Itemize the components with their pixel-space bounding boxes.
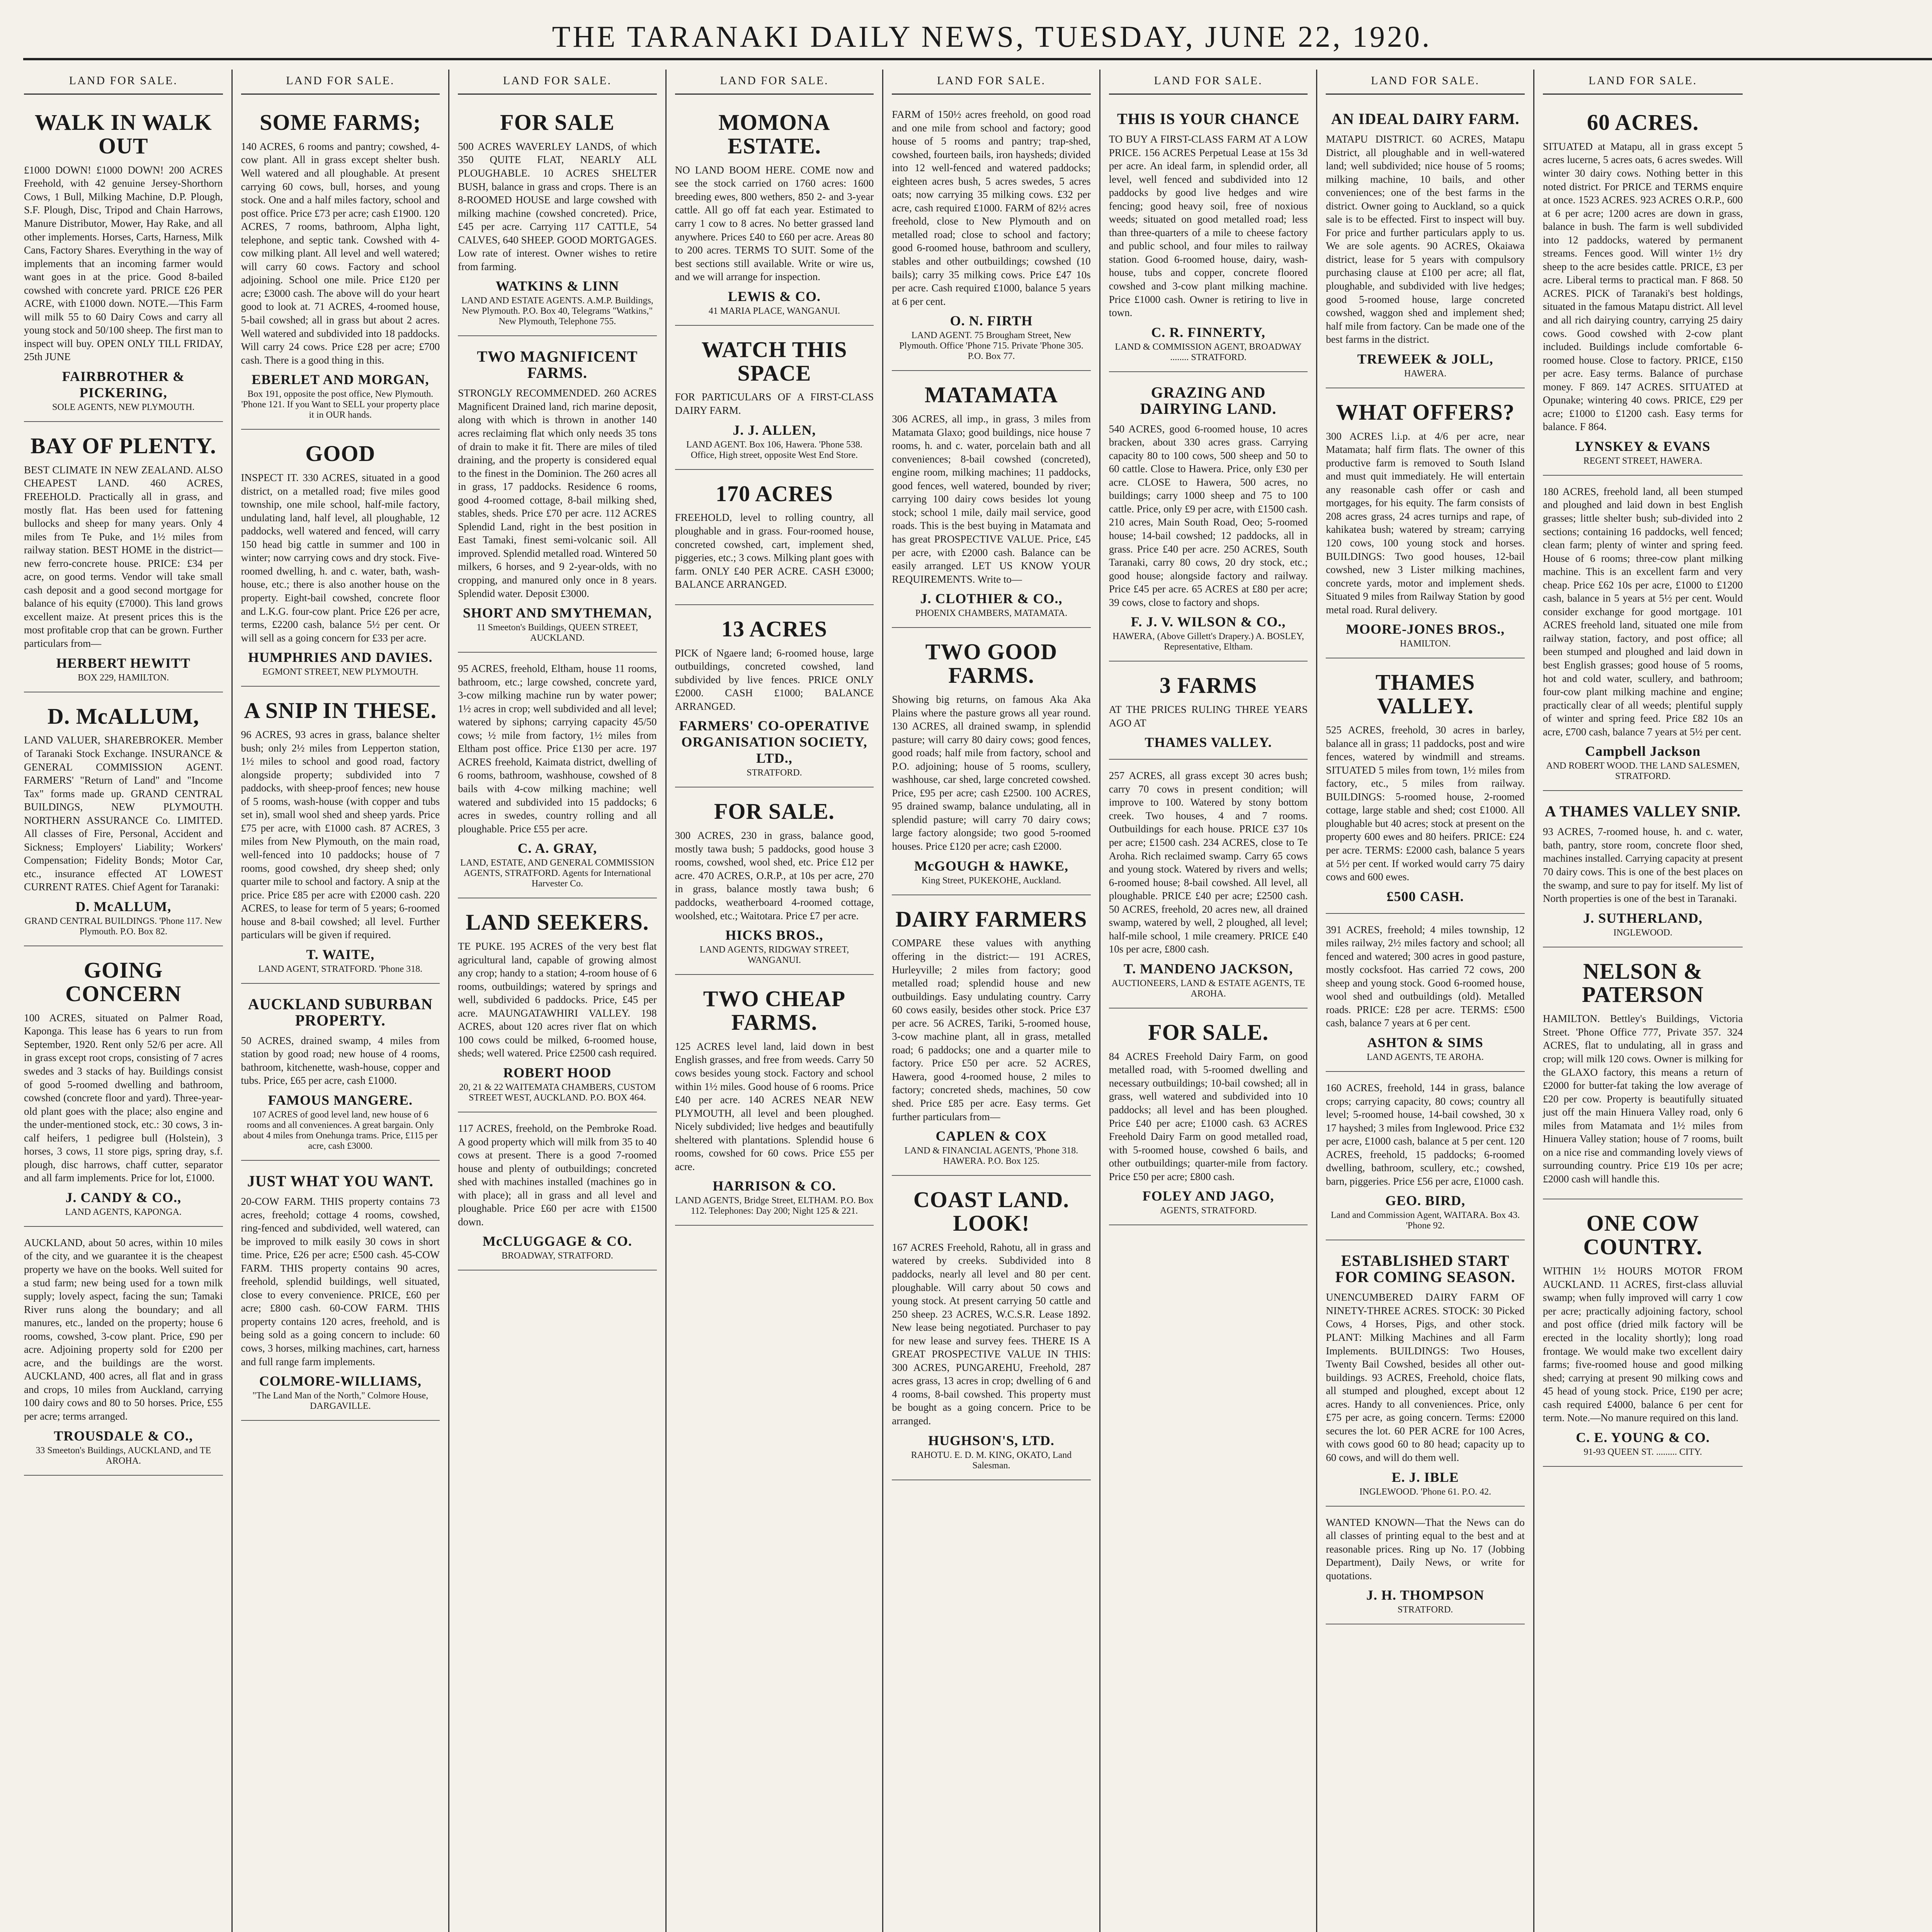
classified-ad bbox=[675, 102, 874, 326]
ad-title: A SNIP IN THESE. bbox=[244, 698, 437, 723]
ad-title: GOING CONCERN bbox=[65, 957, 182, 1006]
ad-title: AN IDEAL DAIRY FARM. bbox=[1331, 110, 1520, 128]
columns bbox=[15, 70, 1932, 1932]
ad-title: D. McALLUM, bbox=[47, 703, 199, 729]
column-heading: LAND FOR SALE. bbox=[675, 70, 874, 95]
ad-agent-address: 20, 21 & 22 WAITEMATA CHAMBERS, CUSTOM STREET WEST, AUCKLAND. P.O. BOX 464. bbox=[459, 1082, 656, 1103]
classified-ad bbox=[892, 899, 1091, 1176]
classified-ad bbox=[1326, 1076, 1525, 1240]
classified-ad bbox=[458, 102, 657, 336]
ad-title: DAIRY FARMERS bbox=[895, 906, 1087, 932]
ad-agent-address: REGENT STREET, HAWERA. bbox=[1583, 456, 1702, 466]
ad-body: FARM of 150½ acres freehold, on good road and one mile from school and factory; good house of 5 rooms and pantry; trap-shed, cowshed, fourteen bails, iron haysheds; divided into 12 well-fenced and watered paddocks; eighteen acres bush, 5 acres swedes, 5 acres oats; now carrying 35 milking cows. £32 per acre, cash required £1000. FARM of 82½ acres freehold, close to New Plymouth and on metalled road; close to school and factory; good 6-roomed house, bathroom and scullery, stables and other outbuildings; cowshed (10 bails); carry 35 milking cows. Price £47 10s per acre. Cash required £1000, balance 5 years at 6 per cent. bbox=[892, 109, 1091, 307]
classified-ad bbox=[892, 102, 1091, 371]
ad-agent-name: LYNSKEY & EVANS bbox=[1575, 438, 1711, 454]
ad-agent-address: GRAND CENTRAL BUILDINGS. 'Phone 117. New Plymouth. P.O. Box 82. bbox=[24, 916, 222, 937]
ad-agent-address: RAHOTU. E. D. M. KING, OKATO, Land Salesman. bbox=[911, 1450, 1072, 1471]
ad-title: NELSON & PATERSON bbox=[1582, 958, 1704, 1007]
ad-body: 180 ACRES, freehold land, all been stumped and ploughed and laid down in best English grasses; little shelter bush; sub-divided into 2 sections; containing 16 paddocks, well fenced; clean farm; plenty of winter and spring feed. House of 6 rooms; three-cow plant milking machine. This is an excellent farm and very cheap. Price £62 10s per acre, £1000 to £1200 cash, balance in 5 years at 5½ per cent. Would consider exchange for good mortgage. 101 ACRES freehold land, situated one mile from railway station, factory, and post office; all been stumped and ploughed and laid down in best English grasses; good house of 5 rooms, hot and cold water, scullery, and bathroom; four-cow plant milking machine and engine; practically clear of all weeds; plentiful supply of winter and spring feed. Price £82 10s an acre, £700 cash, balance 7 years at 5½ per cent. bbox=[1543, 485, 1743, 738]
ad-agent-name: GEO. BIRD, bbox=[1385, 1193, 1466, 1209]
column-4 bbox=[667, 70, 884, 1932]
classified-ad bbox=[1543, 951, 1743, 1200]
ad-title: MOMONA ESTATE. bbox=[718, 110, 830, 158]
ad-title: THIS IS YOUR CHANCE bbox=[1117, 110, 1300, 128]
ad-body: TO BUY A FIRST-CLASS FARM AT A LOW PRICE. 156 ACRES Perpetual Lease at 15s 3d per acre. An ideal farm, in splendid order, all level, well fenced and subdivided into 12 paddocks by good live hedges and wire fencing; good heavy soil, free of noxious weeds; situated on good metalled road; less than three-quarters of a mile to cheese factory and public school, and four miles to railway station. Good 6-roomed house, dairy, wash-house, tubs and copper, concrete floored cowshed and 3-cow plant milking machine. Price £1000 cash. Owner is retiring to live in town. bbox=[1109, 133, 1308, 319]
ad-agent-address: King Street, PUKEKOHE, Auckland. bbox=[921, 875, 1061, 886]
ad-body: NO LAND BOOM HERE. COME now and see the stock carried on 1760 acres: 1600 breeding ewes, 800 wethers, 850 2- and 3-year cattle. All go off fat each year. Estimated to carry 1 cow to 8 acres. No better grassed land anywhere. Prices £40 to £60 per acre. Areas 80 to 200 acres. TERMS TO SUIT. Some of the best sections still available. Write or wire us, and we will arrange for inspection. bbox=[675, 164, 874, 283]
ad-body: 50 ACRES, drained swamp, 4 miles from station by good road; new house of 4 rooms, bathroom, kitchenette, wash-house, copper and tubs. Price, £65 per acre, cash £1000. bbox=[241, 1034, 440, 1087]
classified-ad bbox=[241, 102, 440, 430]
column-heading: LAND FOR SALE. bbox=[892, 70, 1091, 95]
ad-body: WANTED KNOWN—That the News can do all classes of printing equal to the best and at reasonable prices. Ring up No. 17 (Jobbing Department), Daily News, or write for quotations. bbox=[1326, 1516, 1525, 1582]
ad-agent-name: THAMES VALLEY. bbox=[1145, 735, 1272, 750]
ad-body: 100 ACRES, situated on Palmer Road, Kaponga. This lease has 6 years to run from September, 1920. Rent only 52/6 per acre. All in grass except root crops, consisting of 7 acres swedes and 3 stacks of hay. Buildings consist of good 5-roomed dwelling and bathroom, cowshed (concrete floor and yard). Three-year-old plant goes with the place; also engine and the under-mentioned stock, etc.: 30 cows, 3 in-calf heifers, 1 pedigree bull (Holstein), 3 horses, 3 cows, 11 store pigs, spring dray, s.f. plough, disc harrows, chaff cutter, separator and all farm implements. Price for lot, £1000. bbox=[24, 1012, 223, 1184]
ad-agent-address: BOX 229, HAMILTON. bbox=[78, 672, 169, 683]
ad-title: GOOD bbox=[305, 441, 376, 466]
ad-body: SITUATED at Matapu, all in grass except 5 acres lucerne, 5 acres oats, 6 acres swedes. Will winter 30 dairy cows. Nothing better in this noted district. For PRICE and TERMS enquire at once. 1523 ACRES. 923 ACRES O.R.P., 600 at 6 per acre; 1200 acres are down in grass, balance in bush. The farm is well subdivided into 12 paddocks, watered by permanent streams. Fences good. Will winter 1½ dry sheep to the acre besides cattle. PRICE, £3 per acre. Liberal terms to practical man. F 868. 50 ACRES. PICK of Taranaki's best holdings, situated in the famous Matapu district. All level and all rich dairying country, carrying 25 dairy cows. Good cowshed with 2-cow plant included. Buildings include comfortable 6-roomed house. Close to factory. PRICE, £150 per acre. Easy terms. Balance of purchase money. F 869. 147 ACRES. SITUATED at Opunake; wintering 40 cows. PRICE, £29 per acre; £1000 to £1200 cash. Easy terms for balance. F 864. bbox=[1543, 140, 1743, 433]
ad-agent-address: BROADWAY, STRATFORD. bbox=[502, 1251, 613, 1261]
ad-body: 540 ACRES, good 6-roomed house, 10 acres bracken, about 330 acres grass. Carrying capacity 80 to 100 cows, 500 sheep and 50 to 60 cattle. Close to Hawera. Price, only £30 per acre. CLOSE to Hawera, 500 acres, no buildings; carry 1000 sheep and 75 to 100 cattle. Price, only £9 per acre, with £1500 cash. 210 acres, Main South Road, Oeo; 5-roomed house; 14-bail cowshed; 12 paddocks, all in grass. Price £40 per acre. 250 ACRES, South Taranaki, carry 80 cows, 20 dry stock, etc.; good house; alongside factory and railway. Price £45 per acre. 65 ACRES at £80 per acre; 39 cows, close to factory and shops. bbox=[1109, 423, 1308, 608]
ad-agent-address: LAND AGENTS, Bridge Street, ELTHAM. P.O. Box 112. Telephones: Day 200; Night 125 & 221. bbox=[675, 1196, 874, 1216]
classified-ad bbox=[1543, 1203, 1743, 1466]
ad-agent-address: Land and Commission Agent, WAITARA. Box 43. 'Phone 92. bbox=[1331, 1210, 1520, 1231]
classified-ad bbox=[675, 979, 874, 1226]
ad-agent-address: INGLEWOOD. bbox=[1613, 927, 1672, 938]
classified-ad bbox=[241, 988, 440, 1161]
ad-agent-name: CAPLEN & COX bbox=[935, 1128, 1047, 1144]
ad-agent-address: AGENTS, STRATFORD. bbox=[1160, 1206, 1257, 1216]
ad-title: GRAZING AND DAIRYING LAND. bbox=[1140, 383, 1277, 417]
ad-agent-name: C. E. YOUNG & CO. bbox=[1576, 1429, 1710, 1445]
ad-agent-address: LAND & COMMISSION AGENT, BROADWAY ........ STRATFORD. bbox=[1115, 342, 1302, 362]
ad-title: WALK IN WALK OUT bbox=[34, 110, 212, 158]
classified-ad bbox=[1326, 1244, 1525, 1506]
ad-agent-name: J. CLOTHIER & CO., bbox=[920, 591, 1063, 607]
ad-agent-address: HAMILTON. bbox=[1400, 639, 1451, 649]
classified-ad bbox=[892, 632, 1091, 895]
ad-body: 20-COW FARM. THIS property contains 73 acres, freehold; cottage 4 rooms, cowshed, ring-fenced and subdivided, well watered, can be improved to milk easily 30 cows in short time. Price, £26 per acre; £500 cash. 45-COW FARM. THIS property contains 90 acres, freehold, splendid buildings, well situated, close to every convenience. PRICE, £60 per acre; £800 cash. 60-COW FARM. THIS property contains 120 acres, freehold, and is being sold as a going concern to include: 60 cows, 3 horses, milking machines, cart, harness and full range farm implements. bbox=[241, 1196, 440, 1367]
ad-title: JUST WHAT YOU WANT. bbox=[247, 1172, 434, 1190]
ad-agent-address: 33 Smeeton's Buildings, AUCKLAND, and TE AROHA. bbox=[36, 1445, 211, 1466]
ad-agent-name: T. WAITE, bbox=[306, 946, 375, 962]
ad-agent-name: J. J. ALLEN, bbox=[733, 422, 816, 438]
ad-agent-name: FARMERS' CO-OPERATIVE ORGANISATION SOCIETY, LTD., bbox=[679, 718, 870, 766]
ad-body: 306 ACRES, all imp., in grass, 3 miles from Matamata Glaxo; good buildings, nice house 7 rooms, h. and c. water, porcelain bath and all conveniences; 8-bail cowshed (concreted), engine room, milking machines; 11 paddocks, good fences, well watered, bounded by river; carrying 100 dairy cows besides lot young stock; school 1 mile, daily mail service, good roads. This is the best buying in Matamata and has great PROSPECTIVE VALUE. Price, £45 per acre, with £2000 cash. Balance can be easily arranged. LET US KNOW YOUR REQUIREMENTS. Write to— bbox=[892, 413, 1091, 585]
ad-agent-address: LAND AGENTS, TE AROHA. bbox=[1367, 1052, 1484, 1063]
ad-title: TWO MAGNIFICENT FARMS. bbox=[477, 348, 638, 382]
ad-agent-address: HAWERA, (Above Gillett's Drapery.) A. BOSLEY, Representative, Eltham. bbox=[1112, 631, 1304, 652]
column-8 bbox=[1534, 70, 1752, 1932]
ad-title: ONE COW COUNTRY. bbox=[1583, 1211, 1702, 1260]
column-2 bbox=[233, 70, 450, 1932]
ad-body: FOR PARTICULARS OF A FIRST-CLASS DAIRY FARM. bbox=[675, 391, 874, 417]
ad-title: TWO GOOD FARMS. bbox=[925, 639, 1058, 688]
ad-agent-name: ASHTON & SIMS bbox=[1367, 1035, 1483, 1051]
ad-body: 257 ACRES, all grass except 30 acres bush; carry 70 cows in present condition; will improve to 100. Watered by stony bottom creek. Two houses, 4 and 7 rooms. Outbuildings for each house. PRICE £37 10s per acre; £1500 cash. 234 ACRES, close to Te Aroha. Rich reclaimed swamp. Carry 65 cows and young stock. Watered by rivers and wells; 6-roomed house; 8-bail cowshed. All level, all ploughable. PRICE £40 per acre; £2500 cash. 50 ACRES, freehold, 20 acres new, all drained swamp, watered by well, 2 ploughed, all level; half-mile school, 1 mile creamery. PRICE £40 10s per acre, £800 cash. bbox=[1109, 770, 1308, 955]
ad-body: £1000 DOWN! £1000 DOWN! 200 ACRES Freehold, with 42 genuine Jersey-Shorthorn Cows, 1 Bull, Milking Machine, D.P. Plough, S.F. Plough, Disc, Tripod and Chain Harrows, Manure Distributor, Mower, Hay Rake, and all other implements. Horses, Carts, Harness, Milk Cans, Factory Shares. Everything in the way of implements that an incoming farmer would want goes in at the price. Good 8-bailed cowshed with concrete yard. PRICE £26 PER ACRE, with £1000 down. NOTE.—This Farm will milk 55 to 60 Dairy Cows and carry all young stock and 50/100 sheep. The first man to inspect will buy. OPEN ONLY TILL FRIDAY, 25th JUNE bbox=[24, 164, 223, 363]
classified-ad bbox=[24, 426, 223, 692]
ad-title: 170 ACRES bbox=[715, 481, 833, 506]
ad-agent-address: INGLEWOOD. 'Phone 61. P.O. 42. bbox=[1359, 1486, 1492, 1497]
ad-title: WHAT OFFERS? bbox=[1336, 399, 1515, 425]
classified-ad bbox=[1109, 102, 1308, 372]
ad-agent-address: HAWERA. bbox=[1404, 368, 1447, 379]
classified-ad bbox=[1326, 918, 1525, 1072]
ad-body: FREEHOLD, level to rolling country, all ploughable and in grass. Four-roomed house, concreted cowshed, cart, implement shed, piggeries, etc.; 3 cows. Milking plant goes with farm. ONLY £40 PER ACRE. CASH £3000; BALANCE ARRANGED. bbox=[675, 512, 874, 590]
ad-agent-name: J. H. THOMPSON bbox=[1366, 1587, 1485, 1603]
column-heading: LAND FOR SALE. bbox=[1109, 70, 1308, 95]
ad-agent-address: AUCTIONEERS, LAND & ESTATE AGENTS, TE AROHA. bbox=[1111, 978, 1305, 999]
ad-agent-name: MOORE-JONES BROS., bbox=[1346, 621, 1505, 637]
ad-body: PICK of Ngaere land; 6-roomed house, large outbuildings, concreted cowshed, land subdivided by live fences. PRICE ONLY £2000. CASH £1000; BALANCE ARRANGED. bbox=[675, 647, 874, 712]
column-6 bbox=[1100, 70, 1318, 1932]
ad-agent-name: COLMORE-WILLIAMS, bbox=[259, 1373, 422, 1389]
ad-body: STRONGLY RECOMMENDED. 260 ACRES Magnificent Drained land, rich marine deposit, along with which is thrown in another 140 acres reclaiming flat which only needs 35 tons of drain to make it fit. There are miles of tiled draining, and the property is considered equal to the finest in the Dominion. The 260 acres all in grass, 17 paddocks. Residence 6 rooms, good 4-roomed cottage, 8-bail milking shed, stables, sheds. Price £70 per acre. 112 ACRES Splendid Land, right in the best position in East Tamaki, finest semi-volcanic soil. All improved. Splendid metalled road. Wintered 50 milkers, 6 horses, and 9 2-year-olds, with no cropping, and manured only once in 8 years. Splendid water. Deposit £3000. bbox=[458, 387, 657, 599]
classified-ad bbox=[241, 434, 440, 687]
ad-body: 525 ACRES, freehold, 30 acres in barley, balance all in grass; 11 paddocks, post and wire fences, watered by windmill and streams. SITUATED 5 miles from town, 1½ miles from factory, etc., 5 miles from railway. BUILDINGS: 5-roomed house, 2-roomed cottage, large stable and shed; cost £1000. All ploughable but 40 acres; stock at present on the property 600 ewes and 80 heifers. PRICE: £24 per acre. TERMS: £2000 cash, balance 5 years at 5½ per cent. If worked would carry 75 dairy cows and 600 ewes. bbox=[1326, 724, 1525, 883]
ad-body: MATAPU DISTRICT. 60 ACRES, Matapu District, all ploughable and in well-watered land; well subdivided; nice house of 5 rooms; milking machine, 10 bails, and other conveniences; one of the best farms in the district. Owner going to Auckland, so a quick sale is to be effected. First to inspect will buy. For price and further particulars apply to us. We are sole agents. 90 ACRES, Okaiawa district, lease for 5 years with compulsory purchasing clause at £100 per acre; all flat, ploughable, and subdivided with live hedges; good 5-roomed house, large concreted cowshed, waggon shed and implement shed; half mile from factory. Can be made one of the best farms in the district. bbox=[1326, 133, 1525, 345]
classified-ad bbox=[24, 950, 223, 1227]
ad-body: 167 ACRES Freehold, Rahotu, all in grass and watered by creeks. Subdivided into 8 paddocks, nearly all level and 80 per cent. ploughable. Will carry about 50 cows and young stock. At present carrying 50 cattle and 250 sheep. 23 ACRES, W.C.S.R. Lease 1892. New lease being negotiated. Purchaser to pay for new lease and survey fees. THERE IS A GREAT PROSPECTIVE VALUE IN THIS: 300 ACRES, PUNGAREHU, Freehold, 287 acres grass, 13 acres in crop; dwelling of 6 and 4 rooms, 8-bail cowshed. This property must be bought as a going concern. Price to be arranged. bbox=[892, 1241, 1091, 1427]
ad-agent-address: 107 ACRES of good level land, new house of 6 rooms and all conveniences. A great bargain. Only about 4 miles from Onehunga trams. Price, £115 per acre, cash £3000. bbox=[243, 1110, 438, 1151]
ad-title: THAMES VALLEY. bbox=[1375, 670, 1475, 719]
ad-agent-address: STRATFORD. bbox=[747, 768, 802, 778]
ad-body: INSPECT IT. 330 ACRES, situated in a good district, on a metalled road; five miles good township, one mile school, half-mile factory, undulating land, half level, all ploughable, 12 paddocks, well watered and fenced, will carry 150 head big cattle in summer and 100 in winter; now carrying cows and dry stock. Five-roomed dwelling, h. and c. water, bath, wash-house, etc.; there is also another house on the property. Eight-bail cowshed, concrete floor and L.K.G. four-cow plant. Price £26 per acre, terms, £2200 cash, balance 5½ per cent. Or will sell as a going concern for £33 per acre. bbox=[241, 472, 440, 644]
column-heading: LAND FOR SALE. bbox=[1326, 70, 1525, 95]
ad-agent-name: HUGHSON'S, LTD. bbox=[928, 1432, 1054, 1448]
ad-body: 300 ACRES, 230 in grass, balance good, mostly tawa bush; 5 paddocks, good house 3 rooms, cowshed, wool shed, etc. Price £12 per acre. 470 ACRES, O.R.P., at 10s per acre, 270 in grass, balance mostly tawa bush; 6 paddocks, weatherboard 4-roomed cottage, woolshed, etc.; Waitotara. Price £7 per acre. bbox=[675, 830, 874, 922]
ad-agent-name: McCLUGGAGE & CO. bbox=[482, 1233, 632, 1249]
classified-ad bbox=[241, 690, 440, 984]
ad-agent-address: LAND AGENT. 75 Brougham Street, New Plymouth. Office 'Phone 715. Private 'Phone 305. P.O. Box 77. bbox=[899, 330, 1083, 362]
column-heading: LAND FOR SALE. bbox=[458, 70, 657, 95]
ad-agent-address: LAND AGENTS, RIDGWAY STREET, WANGANUI. bbox=[699, 945, 849, 966]
ad-title: 60 ACRES. bbox=[1587, 110, 1699, 135]
ad-agent-name: HICKS BROS., bbox=[725, 927, 823, 943]
classified-ad bbox=[892, 375, 1091, 628]
ad-agent-name: HARRISON & CO. bbox=[713, 1178, 836, 1194]
ad-agent-name: E. J. IBLE bbox=[1391, 1469, 1459, 1485]
classified-ad bbox=[24, 696, 223, 946]
ad-agent-name: SHORT AND SMYTHEMAN, bbox=[463, 605, 652, 621]
ad-title: A THAMES VALLEY SNIP. bbox=[1545, 803, 1741, 820]
ad-agent-address: PHOENIX CHAMBERS, MATAMATA. bbox=[915, 608, 1068, 619]
ad-agent-name: FAMOUS MANGERE. bbox=[268, 1092, 413, 1108]
classified-ad bbox=[458, 340, 657, 653]
classified-ad bbox=[892, 1180, 1091, 1480]
ad-agent-address: LAND AGENT, STRATFORD. 'Phone 318. bbox=[258, 964, 423, 974]
ad-agent-name: FAIRBROTHER & PICKERING, bbox=[62, 368, 185, 400]
ad-body: AUCKLAND, about 50 acres, within 10 miles of the city, and we guarantee it is the cheapest property we have on the books. Well suited for a stud farm; new being used for a town milk supply; lovely aspect, facing the sun; Tamaki River runs along the boundary; and all manures, etc., landed on the property; house 6 rooms, cowshed, 3-cow plant. Price, £90 per acre. Adjoining property sold for £200 per acre, and the buildings are the worst. AUCKLAND, 400 acres, all flat and in grass and crops, 10 miles from Auckland, carrying 100 dairy cows and 80 to 50 horses. Price, £55 per acre; terms arranged. bbox=[24, 1236, 223, 1422]
ad-agent-name: C. R. FINNERTY, bbox=[1151, 324, 1265, 340]
classified-ad bbox=[675, 609, 874, 788]
column-5 bbox=[883, 70, 1100, 1932]
ad-title: FOR SALE. bbox=[714, 799, 835, 824]
ad-title: MATAMATA bbox=[924, 382, 1058, 408]
ad-agent-address: LAND AGENTS, KAPONGA. bbox=[65, 1207, 182, 1217]
ad-agent-name: TROUSDALE & CO., bbox=[54, 1428, 193, 1444]
ad-agent-address: Box 191, opposite the post office, New Plymouth. 'Phone 121. If you Want to SELL your property place it in OUR hands. bbox=[241, 389, 440, 420]
ad-body: 300 ACRES l.i.p. at 4/6 per acre, near Matamata; half firm flats. The owner of this productive farm is removed to South Island and must quit immediately. He will entertain any reasonable cash offer or cash and mortgages, for his equity. The farm consists of 208 acres grass, 24 acres turnips and rape, of kahikatea bush; watered by stream; carrying 120 cows, 100 young stock and horses. BUILDINGS: Two good houses, 12-bail cowshed, new 3 Lister milking machines, concrete yards, motor and implement sheds. Situated 9 miles from Railway Station by good metal road. Rural delivery. bbox=[1326, 430, 1525, 616]
classified-ad bbox=[24, 102, 223, 422]
classified-ad bbox=[1109, 376, 1308, 662]
classified-ad bbox=[1109, 665, 1308, 760]
classified-ad bbox=[24, 1231, 223, 1476]
ad-body: TE PUKE. 195 ACRES of the very best flat agricultural land, capable of growing almost any crop; handy to a station; 4-room house of 6 rooms, outbuildings; watered by springs and well, subdivided 6 paddocks. Price, £45 per acre. MAUNGATAWHIRI VALLEY. 198 ACRES, about 120 acres river flat on which 100 cows could be milked, 6-roomed house, sheds; well watered. Price £2500 cash required. bbox=[458, 940, 657, 1059]
classified-ad bbox=[458, 1116, 657, 1270]
ad-body: 84 ACRES Freehold Dairy Farm, on good metalled road, with 5-roomed dwelling and necessary outbuildings; 10-bail cowshed; all in grass, well watered and subdivided into 10 paddocks; all level and has been ploughed. Price £40 per acre; £1000 cash. 63 ACRES Freehold Dairy Farm on good metalled road, with 5-roomed house, cowshed 6 bails, and other outbuildings; quarter-mile from factory. Price £50 per acre; £800 cash. bbox=[1109, 1050, 1308, 1182]
column-heading: LAND FOR SALE. bbox=[24, 70, 223, 95]
classified-ad bbox=[1326, 102, 1525, 388]
ad-agent-name: £500 CASH. bbox=[1386, 888, 1464, 904]
ad-agent-address: 11 Smeeton's Buildings, QUEEN STREET, AUCKLAND. bbox=[476, 622, 638, 643]
classified-ad bbox=[675, 791, 874, 975]
ad-body: UNENCUMBERED DAIRY FARM OF NINETY-THREE ACRES. STOCK: 30 Picked Cows, 4 Horses, Pigs, and other stock. PLANT: Milking Machines and all Farm Implements. BUILDINGS: Two Houses, Twenty Bail Cowshed, besides all other out-buildings. 93 ACRES, Freehold, choice flats, all stumped and ploughed, except about 12 acres. Handy to all conveniences. Price, only £75 per acre, as going concern. Terms: £2000 secures the lot. 60 PER ACRE for 100 Acres, with cows good 60 to 80 head; capacity up to 60 cows, and will do them well. bbox=[1326, 1291, 1525, 1463]
ad-agent-address: SOLE AGENTS, NEW PLYMOUTH. bbox=[52, 402, 195, 412]
ad-body: BEST CLIMATE IN NEW ZEALAND. ALSO CHEAPEST LAND. 460 ACRES, FREEHOLD. Practically all in grass, and mostly flat. Has been used for fattening bullocks and sheep for many years. Only 4 miles from Te Puke, and 1½ miles from railway station. BEST HOME in the district—new ferro-concrete house. PRICE: £34 per acre, on good terms. Vendor will take small cash deposit and a good second mortgage for balance of his equity (£7000). This land grows excellent maize. At present prices this is the most profitable crop that can be grown. Further particulars from— bbox=[24, 464, 223, 649]
ad-body: 93 ACRES, 7-roomed house, h. and c. water, bath, pantry, store room, concrete floor shed, machines installed. Carrying capacity at present 70 dairy cows. This is one of the best places on the swamp, and sure to pay for itself. My list of North properties is one of the best in Taranaki. bbox=[1543, 826, 1743, 905]
ad-agent-name: J. CANDY & CO., bbox=[65, 1189, 182, 1205]
ad-agent-name: TREWEEK & JOLL, bbox=[1357, 351, 1493, 367]
ad-agent-name: FOLEY AND JAGO, bbox=[1142, 1188, 1274, 1204]
ad-agent-name: O. N. FIRTH bbox=[950, 313, 1033, 329]
ad-body: AT THE PRICES RULING THREE YEARS AGO AT bbox=[1109, 704, 1308, 729]
ad-agent-address: LAND AND ESTATE AGENTS. A.M.P. Buildings, New Plymouth. P.O. Box 40, Telegrams "Watkins," New Plymouth, Telephone 755. bbox=[461, 296, 653, 327]
ad-title: FOR SALE bbox=[500, 110, 615, 135]
column-3 bbox=[449, 70, 667, 1932]
ad-title: COAST LAND. LOOK! bbox=[913, 1187, 1070, 1236]
ad-body: LAND VALUER, SHAREBROKER. Member of Taranaki Stock Exchange. INSURANCE & GENERAL COMMISSION AGENT. FARMERS' "Return of Land" and "Income Tax" forms made up. GRAND CENTRAL BUILDINGS, NEW PLYMOUTH. NORTHERN ASSURANCE Co. LIMITED. All classes of Fire, Personal, Accident and Sickness; Employers' Liability; Workers' Compensation; Fidelity Bonds; Motor Car, etc., insurance effected AT LOWEST CURRENT RATES. Chief Agent for Taranaki: bbox=[24, 734, 223, 893]
ad-agent-address: AND ROBERT WOOD. THE LAND SALESMEN, STRATFORD. bbox=[1546, 761, 1740, 782]
ad-agent-name: Campbell Jackson bbox=[1585, 743, 1701, 759]
ad-agent-address: LAND AGENT. Box 106, Hawera. 'Phone 538. Office, High street, opposite West End Store. bbox=[686, 439, 862, 460]
ad-body: 500 ACRES WAVERLEY LANDS, of which 350 QUITE FLAT, NEARLY ALL PLOUGHABLE. 10 ACRES SHELTER BUSH, balance in grass and crops. There is an 8-ROOMED HOUSE and large cowshed with milking machine (cowshed concreted). Price, £45 per acre. Carrying 117 CATTLE, 54 CALVES, 640 SHEEP. GOOD MORTGAGES. Low rate of interest. Owner wishes to retire from farming. bbox=[458, 140, 657, 272]
ad-title: TWO CHEAP FARMS. bbox=[703, 986, 846, 1035]
ad-body: HAMILTON. Bettley's Buildings, Victoria Street. 'Phone Office 777, Private 357. 324 ACRES, flat to undulating, all in grass and crop; will milk 120 cows. Owner is milking for the GLAXO factory, this means a return of £2000 for butter-fat taking the low average of £20 per cow. Property is beautifully situated just off the main Hinuera Valley road, only 6 miles from Matamata and 1½ miles from Hinuera Valley station; house of 7 rooms, built on a nice rise and commanding lovely views of surrounding country. Price £19 10s per acre; £2000 cash will handle this. bbox=[1543, 1013, 1743, 1185]
ad-title: AUCKLAND SUBURBAN PROPERTY. bbox=[248, 995, 433, 1029]
ad-body: 96 ACRES, 93 acres in grass, balance shelter bush; only 2½ miles from Lepperton station, 1½ miles to school and good road, factory alongside property; subdivided into 7 paddocks, with sheep-proof fences; new house of 5 rooms, wash-house (with copper and tubs set in), small wool shed and sheep yards. Price £75 per acre, with £1000 cash. 87 ACRES, 3 miles from New Plymouth, on the main road, well-fenced into 10 paddocks; house of 7 rooms, good cowshed, dry sheep shed; only quarter mile to school and factory. A snip at the price. Price £85 per acre with £2000 cash. 220 ACRES, to lease for term of 5 years; 6-roomed house and 8-bail cowshed; all level. Further particulars will be given if required. bbox=[241, 729, 440, 941]
classified-ad bbox=[1326, 1510, 1525, 1625]
ad-body: COMPARE these values with anything offering in the district:— 191 ACRES, Hurleyville; 2 miles from factory; good metalled road; splendid house and new outbuildings. Easy undulating country. Carry 60 cows easily, besides other stock. Price £37 per acre. 56 ACRES, Tariki, 5-roomed house, 3-cow machine plant, all in grass, metalled road; 6 paddocks; one and a quarter mile to factory. Price £50 per acre. 52 ACRES, Hawera, good 4-roomed house, 2 miles to factory; concreted sheds, machines, 50 cow shed. Price £85 per acre. Easy terms. Get further particulars from— bbox=[892, 937, 1091, 1122]
ad-body: 140 ACRES, 6 rooms and pantry; cowshed, 4-cow plant. All in grass except shelter bush. Well watered and all ploughable. At present carrying 60 cows, bull, horses, and young stock. One and a half miles factory, school and post office. Price £73 per acre; cash £1900. 120 ACRES, 7 rooms, bathroom, Alpha light, telephone, and septic tank. Cowshed with 4-cow milking plant. All level and well watered; will carry 60 cows. Factory and school adjoining. School one mile. Price £120 per acre; £3000 cash. The above will do your heart good to look at. 71 ACRES, 4-roomed house, 5-bail cowshed; all in grass but about 2 acres. Well watered and subdivided into 18 paddocks. Will carry 24 cows. Price £28 per acre; £700 cash. There is a good thing in this. bbox=[241, 140, 440, 366]
ad-title: SOME FARMS; bbox=[260, 110, 421, 135]
classified-ad bbox=[1109, 1012, 1308, 1225]
column-heading: LAND FOR SALE. bbox=[241, 70, 440, 95]
ad-body: Showing big returns, on famous Aka Aka Plains where the pasture grows all year round. 130 ACRES, all drained swamp, in splendid pasture; will carry 80 dairy cows; good fences, good roads; half mile from factory, school and P.O. adjoining; house of 5 rooms, scullery, washhouse, car shed, large concreted cowshed. Price, £95 per acre; cash £2500. 100 ACRES, 95 drained swamp, balance undulating, all in splendid pasture; will carry 70 dairy cows; large factory alongside; two good 5-roomed houses. Price £120 per acre; cash £2000. bbox=[892, 693, 1091, 852]
column-1 bbox=[15, 70, 233, 1932]
ad-agent-name: WATKINS & LINN bbox=[495, 278, 619, 294]
ad-agent-name: D. McALLUM, bbox=[75, 898, 172, 914]
ad-agent-address: "The Land Man of the North," Colmore House, DARGAVILLE. bbox=[252, 1391, 429, 1412]
classified-ad bbox=[1543, 795, 1743, 947]
column-7 bbox=[1317, 70, 1534, 1932]
ad-agent-name: J. SUTHERLAND, bbox=[1583, 910, 1703, 926]
ad-agent-name: T. MANDENO JACKSON, bbox=[1123, 961, 1293, 976]
ad-body: 117 ACRES, freehold, on the Pembroke Road. A good property which will milk from 35 to 40 cows at present. There is a good 7-roomed house and plenty of outbuildings; concreted shed with machines installed (machines go in with place); all in grass and all level and ploughable. Price £60 per acre with £1500 down. bbox=[458, 1122, 657, 1228]
ad-agent-name: F. J. V. WILSON & CO., bbox=[1131, 614, 1286, 630]
ad-agent-address: 91-93 QUEEN ST. ......... CITY. bbox=[1583, 1447, 1702, 1457]
ad-agent-address: EGMONT STREET, NEW PLYMOUTH. bbox=[262, 667, 418, 677]
classified-ad bbox=[1543, 102, 1743, 476]
classified-ad bbox=[1109, 764, 1308, 1009]
ad-title: BAY OF PLENTY. bbox=[30, 433, 216, 458]
classified-ad bbox=[675, 330, 874, 470]
ad-agent-address: LAND & FINANCIAL AGENTS, 'Phone 318. HAWERA. P.O. Box 125. bbox=[904, 1146, 1078, 1167]
ad-title: ESTABLISHED START FOR COMING SEASON. bbox=[1335, 1252, 1515, 1286]
ad-body: 95 ACRES, freehold, Eltham, house 11 rooms, bathroom, etc.; large cowshed, concrete yard, 3-cow milking machine run by water power; 1½ acres in crop; well subdivided and all level; watered by siphons; carrying capacity 45/50 cows; ½ mile from factory, 1½ miles from Eltham post office. Price £130 per acre. 197 ACRES freehold, Kaimata district, dwelling of 6 rooms, bathroom, washhouse, cowshed of 8 bails with 4-cow milking machine; well watered and subdivided into 15 paddocks; 6 acres in swedes, country rolling and all ploughable. Price £55 per acre. bbox=[458, 663, 657, 835]
ad-agent-name: ROBERT HOOD bbox=[503, 1065, 612, 1081]
ad-agent-name: HUMPHRIES AND DAVIES. bbox=[248, 650, 433, 665]
ad-agent-name: HERBERT HEWITT bbox=[56, 655, 190, 671]
classified-ad bbox=[1326, 392, 1525, 659]
classified-ad bbox=[458, 656, 657, 898]
classified-ad bbox=[241, 1165, 440, 1421]
ad-agent-address: STRATFORD. bbox=[1397, 1605, 1453, 1615]
ad-title: WATCH THIS SPACE bbox=[701, 337, 847, 386]
ad-body: 391 ACRES, freehold; 4 miles township, 12 miles railway, 2½ miles factory and school; all fenced and watered; 300 acres in good pasture, mostly cocksfoot. Has carried 72 cows, 200 sheep and young stock. Good 6-roomed house, wool shed and outbuildings (old). Metalled roads. PRICE: £28 per acre. TERMS: £500 cash, balance 7 years at 6 per cent. bbox=[1326, 923, 1525, 1029]
classified-ad bbox=[1326, 662, 1525, 913]
ad-body: 125 ACRES level land, laid down in best English grasses, and free from weeds. Carry 50 cows besides young stock. Factory and school within 1½ miles. Good house of 6 rooms. Price £40 per acre. 140 ACRES NEAR NEW PLYMOUTH, all level and been ploughed. Nicely subdivided; live hedges and beautifully sheltered with plantations. Splendid house 6 rooms, cowshed for 60 cows. Price £55 per acre. bbox=[675, 1040, 874, 1172]
column-heading: LAND FOR SALE. bbox=[1543, 70, 1743, 95]
ad-agent-name: C. A. GRAY, bbox=[517, 840, 597, 856]
classified-ad bbox=[458, 902, 657, 1112]
masthead: THE TARANAKI DAILY NEWS, TUESDAY, JUNE 22, 1920. bbox=[23, 15, 1932, 60]
ad-agent-name: EBERLET AND MORGAN, bbox=[252, 372, 429, 388]
classified-ad bbox=[675, 474, 874, 605]
ad-title: 13 ACRES bbox=[721, 616, 827, 641]
ad-agent-name: McGOUGH & HAWKE, bbox=[914, 858, 1068, 874]
ad-title: FOR SALE. bbox=[1148, 1019, 1269, 1045]
ad-body: WITHIN 1½ HOURS MOTOR FROM AUCKLAND. 11 ACRES, first-class alluvial swamp; when fully improved will carry 1 cow per acre; practically adjoining factory, school and post office (dried milk factory will be erected in the locality shortly); long road frontage. We would make two excellent dairy farms; five-roomed house and good milking shed; carrying at present 90 milking cows and 45 head of young stock. Price, £190 per acre; cash required £4000, balance 6 per cent for term. Note.—No manure required on this land. bbox=[1543, 1265, 1743, 1424]
classified-ad bbox=[1543, 480, 1743, 791]
ad-title: LAND SEEKERS. bbox=[466, 910, 649, 935]
ad-agent-name: LEWIS & CO. bbox=[728, 288, 821, 304]
ad-body: 160 ACRES, freehold, 144 in grass, balance crops; carrying capacity, 80 cows; country all level; 5-roomed house, 14-bail cowshed, 30 x 17 hayshed; 3 miles from Inglewood. Price £32 per acre, £1000 cash, balance at 5 per cent. 120 ACRES, freehold, 15 paddocks; 6-roomed dwelling, bathroom, scullery, etc.; cowshed, barn, piggeries. Price £56 per acre, £1000 cash. bbox=[1326, 1082, 1525, 1187]
ad-title: 3 FARMS bbox=[1159, 673, 1257, 698]
ad-agent-address: 41 MARIA PLACE, WANGANUI. bbox=[708, 306, 840, 316]
ad-agent-address: LAND, ESTATE, AND GENERAL COMMISSION AGENTS, STRATFORD. Agents for International Harvester Co. bbox=[460, 858, 655, 889]
